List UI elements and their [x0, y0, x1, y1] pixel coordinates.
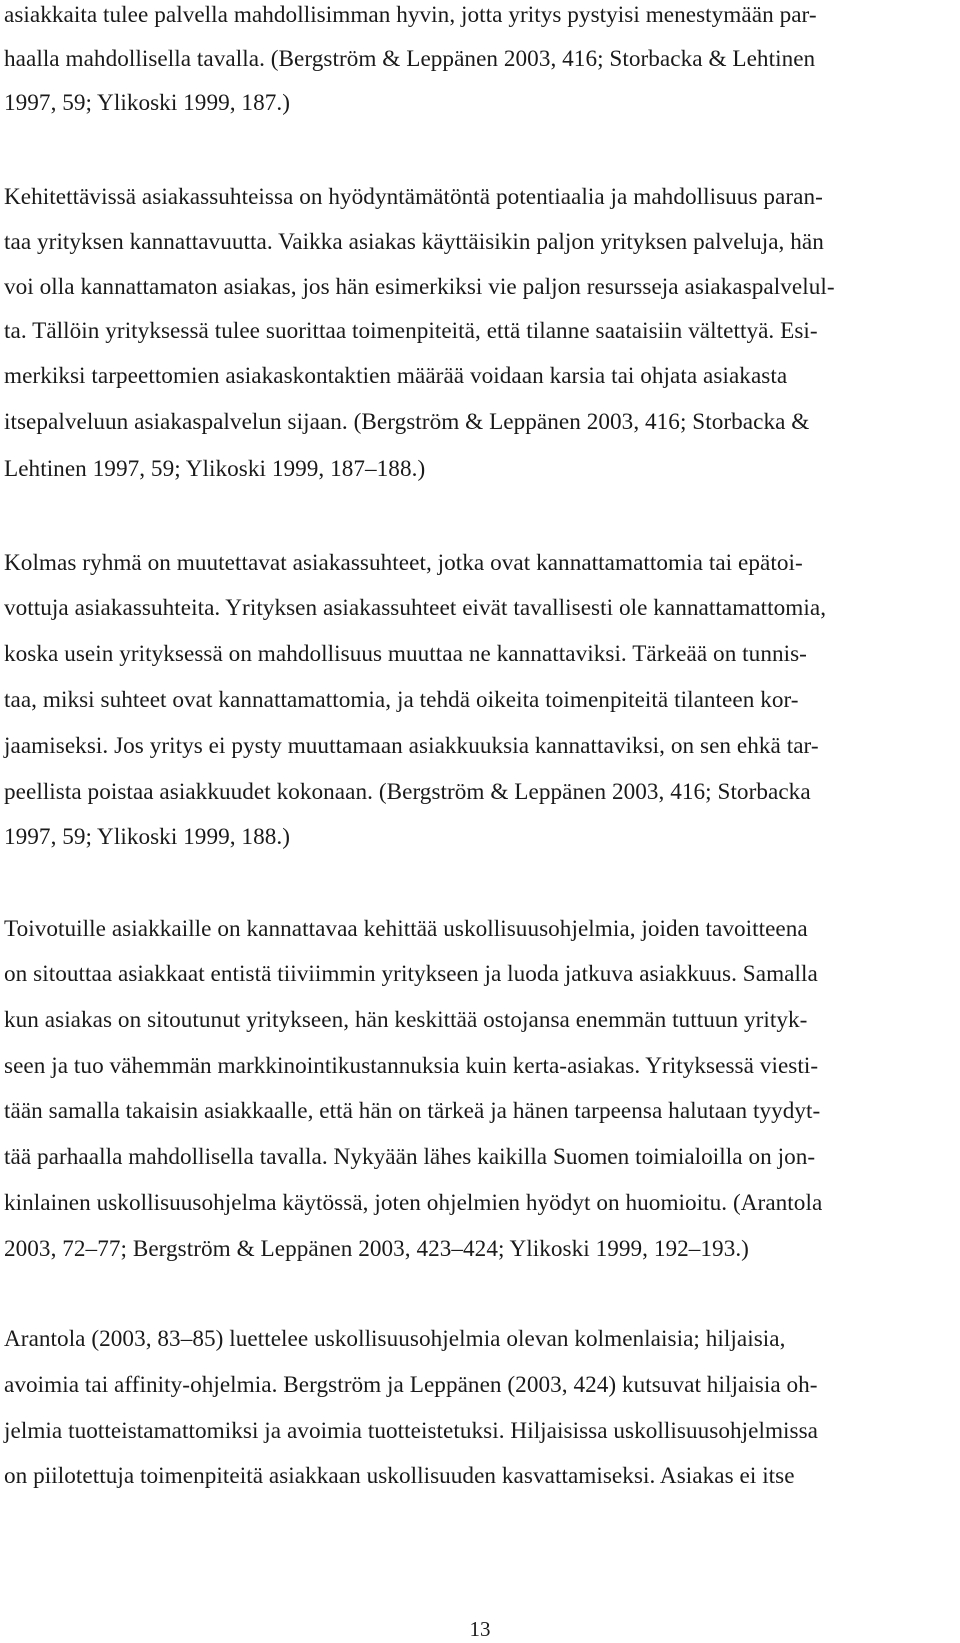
text-line: on piilotettuja toimenpiteitä asiakkaan uskollisuuden kasvattamiseksi. Asiakas ei itse	[4, 1463, 795, 1489]
text-line: koska usein yrityksessä on mahdollisuus muuttaa ne kannattaviksi. Tärkeää on tunnis-	[4, 641, 807, 667]
text-line: vottuja asiakassuhteita. Yrityksen asiakassuhteet eivät tavallisesti ole kannattamattomia,	[4, 595, 827, 621]
text-line: Toivotuille asiakkaille on kannattavaa kehittää uskollisuusohjelmia, joiden tavoitteena	[4, 916, 808, 942]
text-line: on sitouttaa asiakkaat entistä tiiviimmin yritykseen ja luoda jatkuva asiakkuus. Samalla	[4, 961, 818, 987]
text-line: avoimia tai affinity-ohjelmia. Bergström ja Leppänen (2003, 424) kutsuvat hiljaisia oh-	[4, 1372, 818, 1398]
text-line: jaamiseksi. Jos yritys ei pysty muuttamaan asiakkuuksia kannattaviksi, on sen ehkä tar-	[4, 733, 819, 759]
text-line: taa yrityksen kannattavuutta. Vaikka asiakas käyttäisikin paljon yrityksen palveluja, hän	[4, 229, 824, 255]
text-line: Arantola (2003, 83–85) luettelee uskollisuusohjelmia olevan kolmenlaisia; hiljaisia,	[4, 1326, 786, 1352]
text-line: asiakkaita tulee palvella mahdollisimman hyvin, jotta yritys pystyisi menestymään par-	[4, 2, 817, 28]
text-line: jelmia tuotteistamattomiksi ja avoimia tuotteistetuksi. Hiljaisissa uskollisuusohjelmissa	[4, 1418, 819, 1444]
text-line: voi olla kannattamaton asiakas, jos hän esimerkiksi vie paljon resursseja asiakaspalvelul-	[4, 274, 835, 300]
text-line: haalla mahdollisella tavalla. (Bergström & Leppänen 2003, 416; Storbacka & Lehtinen	[4, 46, 816, 72]
text-line: 2003, 72–77; Bergström & Leppänen 2003, 423–424; Ylikoski 1999, 192–193.)	[4, 1236, 749, 1262]
text-line: kun asiakas on sitoutunut yritykseen, hän keskittää ostojansa enemmän tuttuun yrityk-	[4, 1007, 808, 1033]
text-line: Lehtinen 1997, 59; Ylikoski 1999, 187–188.)	[4, 456, 426, 482]
text-line: tään samalla takaisin asiakkaalle, että hän on tärkeä ja hänen tarpeensa halutaan tyydyt-	[4, 1098, 821, 1124]
text-line: peellista poistaa asiakkuudet kokonaan. (Bergström & Leppänen 2003, 416; Storbacka	[4, 779, 811, 805]
page-number: 13	[469, 1617, 491, 1641]
text-line: 1997, 59; Ylikoski 1999, 188.)	[4, 824, 290, 850]
text-line: tää parhaalla mahdollisella tavalla. Nykyään lähes kaikilla Suomen toimialoilla on jon-	[4, 1144, 816, 1170]
text-line: 1997, 59; Ylikoski 1999, 187.)	[4, 90, 290, 116]
text-line: seen ja tuo vähemmän markkinointikustannuksia kuin kerta-asiakas. Yrityksessä viesti-	[4, 1053, 819, 1079]
text-line: kinlainen uskollisuusohjelma käytössä, joten ohjelmien hyödyt on huomioitu. (Arantola	[4, 1190, 823, 1216]
text-line: taa, miksi suhteet ovat kannattamattomia, ja tehdä oikeita toimenpiteitä tilanteen kor-	[4, 687, 799, 713]
text-line: merkiksi tarpeettomien asiakaskontaktien määrää voidaan karsia tai ohjata asiakasta	[4, 363, 788, 389]
text-line: Kehitettävissä asiakassuhteissa on hyödyntämätöntä potentiaalia ja mahdollisuus paran-	[4, 184, 823, 210]
text-line: ta. Tällöin yrityksessä tulee suorittaa toimenpiteitä, että tilanne saataisiin vältettyä. Esi-	[4, 318, 818, 344]
text-line: Kolmas ryhmä on muutettavat asiakassuhteet, jotka ovat kannattamattomia tai epätoi-	[4, 550, 803, 576]
text-line: itsepalveluun asiakaspalvelun sijaan. (Bergström & Leppänen 2003, 416; Storbacka &	[4, 409, 810, 435]
